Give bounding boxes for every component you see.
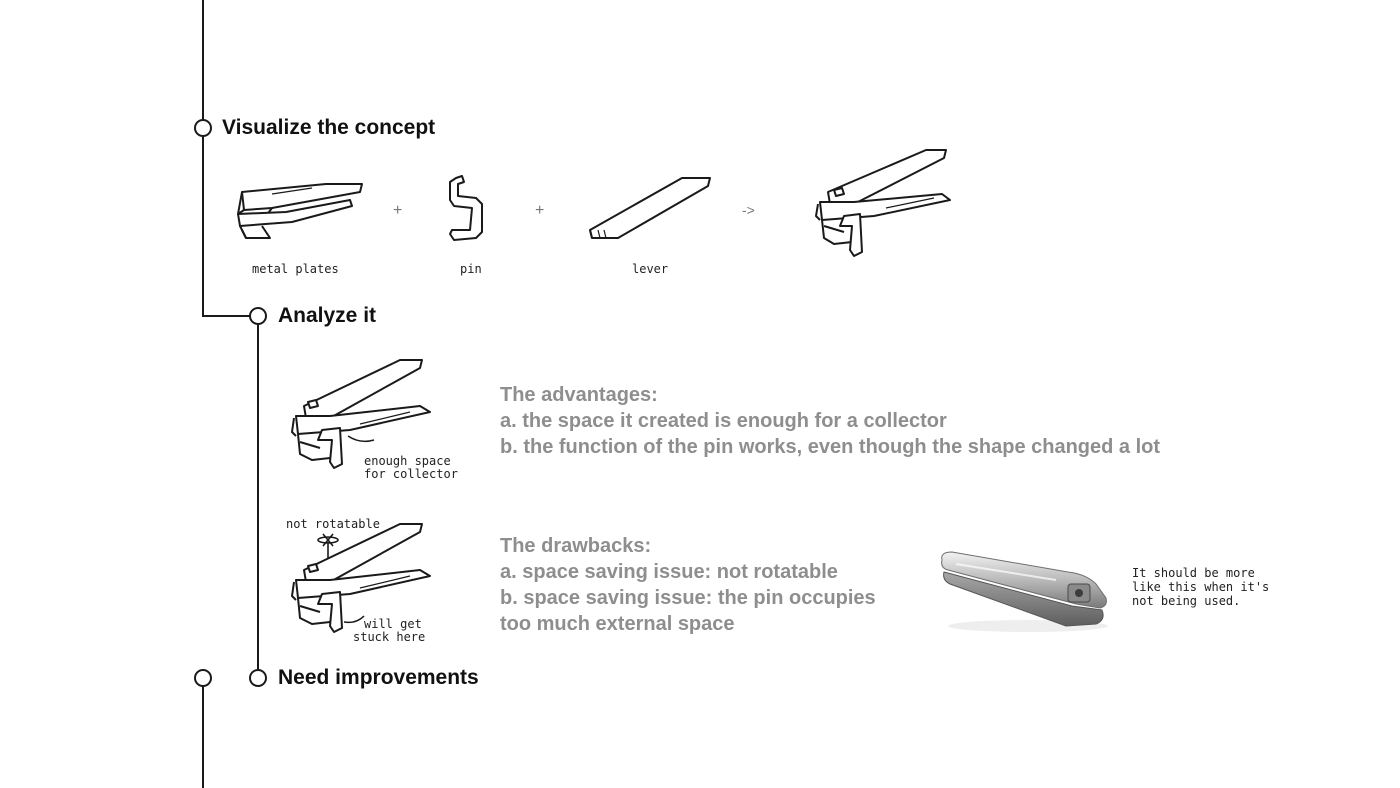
advantages-title: The advantages:	[500, 384, 658, 406]
advantages-item-b: b. the function of the pin works, even though the shape changed a lot	[500, 436, 1161, 458]
lever-label: lever	[632, 262, 669, 276]
drawbacks-annotation-bottom-line2: stuck here	[353, 630, 426, 644]
step-title-improve: Need improvements	[278, 666, 479, 689]
timeline-node-improve	[249, 669, 267, 687]
assembled-clipper-sketch	[814, 146, 956, 258]
timeline-main-top	[202, 0, 204, 316]
advantages-annotation-line2: for collector	[364, 467, 458, 481]
reference-note-line2: like this when it's	[1132, 580, 1270, 594]
plus-symbol-1: +	[393, 202, 403, 219]
lever-sketch	[588, 176, 714, 242]
advantages-item-a: a. the space it created is enough for a collector	[500, 410, 947, 432]
step-title-analyze: Analyze it	[278, 304, 377, 327]
timeline-main-bottom	[202, 678, 204, 788]
plus-symbol-2: +	[535, 202, 545, 219]
timeline-branch	[257, 316, 259, 678]
drawbacks-annotation-top: not rotatable	[286, 517, 380, 531]
pin-sketch	[446, 174, 486, 244]
drawbacks-item-a: a. space saving issue: not rotatable	[500, 561, 838, 583]
timeline-node-main-bottom	[194, 669, 212, 687]
advantages-sketch	[290, 356, 435, 468]
reference-note-line1: It should be more	[1132, 566, 1255, 580]
pin-label: pin	[460, 262, 482, 276]
drawbacks-item-b-continued: too much external space	[500, 613, 735, 635]
timeline-node-analyze	[249, 307, 267, 325]
step-title-visualize: Visualize the concept	[222, 116, 436, 139]
drawbacks-title: The drawbacks:	[500, 535, 652, 557]
drawbacks-annotation-bottom-line1: will get	[364, 617, 422, 631]
timeline-node-visualize	[194, 119, 212, 137]
metal-plates-label: metal plates	[252, 262, 339, 276]
arrow-symbol: ->	[742, 202, 755, 218]
nail-clipper-photo	[936, 544, 1112, 636]
metal-plates-sketch	[232, 178, 368, 244]
advantages-annotation-line1: enough space	[364, 454, 451, 468]
reference-note-line3: not being used.	[1132, 594, 1241, 608]
drawbacks-sketch	[290, 520, 435, 632]
timeline-branch-connector	[202, 315, 250, 317]
drawbacks-item-b: b. space saving issue: the pin occupies	[500, 587, 876, 609]
